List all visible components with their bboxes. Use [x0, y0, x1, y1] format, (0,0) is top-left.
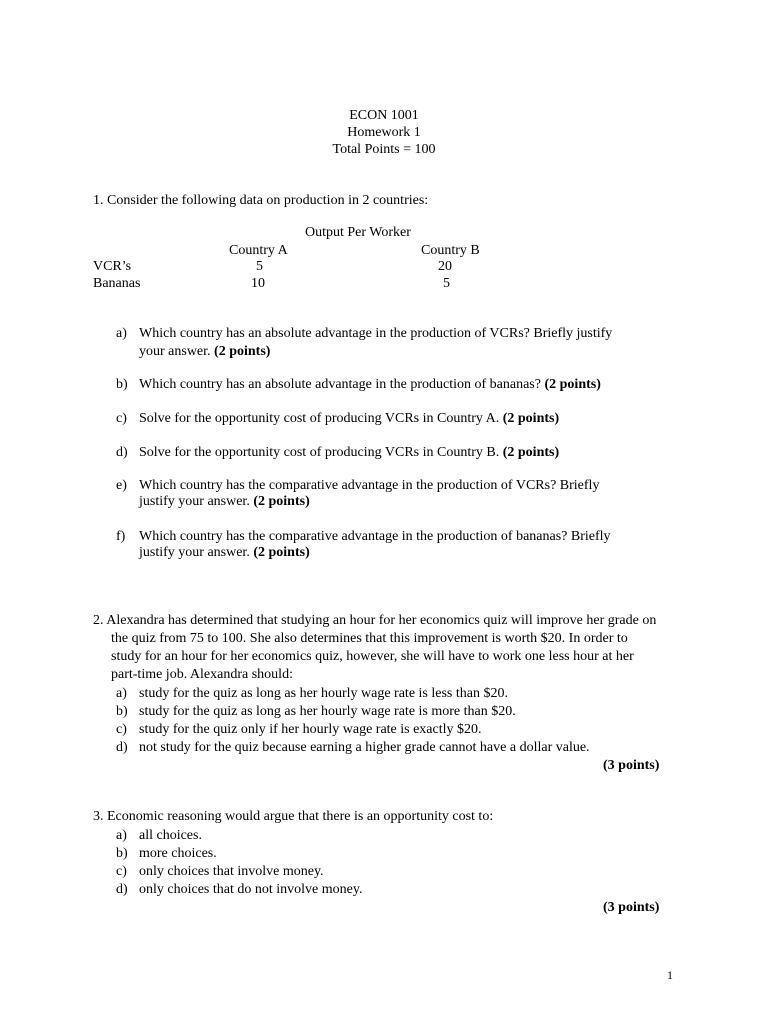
q1-part-text: Solve for the opportunity cost of producing VCRs in Country B. (2 points): [139, 445, 560, 460]
total-points: Total Points = 100: [332, 142, 436, 157]
points-label: (2 points): [502, 411, 560, 426]
q1-part-text-cont: justify your answer. (2 points): [139, 494, 310, 509]
q2-option-text: study for the quiz as long as her hourly wage rate is more than $20.: [139, 704, 516, 719]
q1-part-text: Which country has an absolute advantage in the production of bananas? (2 points): [139, 377, 601, 392]
q2-option-text: study for the quiz as long as her hourly wage rate is less than $20.: [139, 686, 508, 701]
table-row-label: Bananas: [93, 276, 141, 291]
q1-part-letter: c): [116, 411, 127, 426]
q2-stem-line: 2. Alexandra has determined that studying an hour for her economics quiz will improve her grade on: [93, 613, 657, 628]
q3-option-letter: d): [116, 882, 128, 897]
q2-option-letter: b): [116, 704, 128, 719]
q2-option-letter: d): [116, 740, 128, 755]
q1-part-letter: d): [116, 445, 128, 460]
q1-part-text: Which country has the comparative advantage in the production of bananas? Briefly: [139, 529, 611, 544]
q2-points: (3 points): [603, 758, 660, 773]
points-label: (2 points): [253, 545, 310, 560]
points-label: (2 points): [214, 344, 271, 359]
q3-stem: 3. Economic reasoning would argue that there is an opportunity cost to:: [93, 809, 494, 824]
q2-stem-line: study for an hour for her economics quiz, however, she will have to work one less hour at her: [111, 649, 634, 664]
q2-option-text: study for the quiz only if her hourly wage rate is exactly $20.: [139, 722, 482, 737]
table-cell: 5: [443, 276, 450, 291]
table-row-label: VCR’s: [93, 259, 132, 274]
q1-intro: 1. Consider the following data on production in 2 countries:: [93, 193, 429, 208]
q3-option-letter: b): [116, 846, 128, 861]
table-header-country-b: Country B: [421, 243, 480, 258]
q1-part-text-cont: justify your answer. (2 points): [139, 545, 310, 560]
q1-part-letter: a): [116, 326, 127, 341]
page-number: 1: [667, 968, 673, 982]
table-header-country-a: Country A: [229, 243, 288, 258]
q3-option-letter: c): [116, 864, 127, 879]
q3-option-letter: a): [116, 828, 127, 843]
table-title: Output Per Worker: [305, 225, 411, 240]
assignment-title: Homework 1: [347, 125, 421, 140]
q3-option-text: more choices.: [139, 846, 217, 861]
q2-option-letter: c): [116, 722, 127, 737]
q1-part-text: Which country has an absolute advantage in the production of VCRs? Briefly justify: [139, 326, 613, 341]
points-label: (2 points): [502, 445, 560, 460]
q1-part-text-cont: your answer. (2 points): [139, 344, 271, 359]
q3-option-text: only choices that involve money.: [139, 864, 324, 879]
q1-part-text: Which country has the comparative advantage in the production of VCRs? Briefly: [139, 478, 600, 493]
q3-option-text: all choices.: [139, 828, 202, 843]
points-label: (2 points): [544, 377, 601, 392]
q1-part-letter: f): [116, 529, 126, 544]
q1-part-letter: b): [116, 377, 128, 392]
table-cell: 10: [251, 276, 265, 291]
course-title: ECON 1001: [349, 108, 419, 123]
q3-points: (3 points): [603, 900, 660, 915]
q1-part-text: Solve for the opportunity cost of producing VCRs in Country A. (2 points): [139, 411, 560, 426]
q2-option-text: not study for the quiz because earning a higher grade cannot have a dollar value.: [139, 740, 590, 755]
q3-option-text: only choices that do not involve money.: [139, 882, 363, 897]
table-cell: 5: [256, 259, 263, 274]
q2-stem-line: the quiz from 75 to 100. She also determines that this improvement is worth $20. In order to: [111, 631, 628, 646]
table-cell: 20: [438, 259, 452, 274]
q2-stem-line: part-time job. Alexandra should:: [111, 667, 293, 682]
points-label: (2 points): [253, 494, 310, 509]
q1-part-letter: e): [116, 478, 127, 493]
q2-option-letter: a): [116, 686, 127, 701]
